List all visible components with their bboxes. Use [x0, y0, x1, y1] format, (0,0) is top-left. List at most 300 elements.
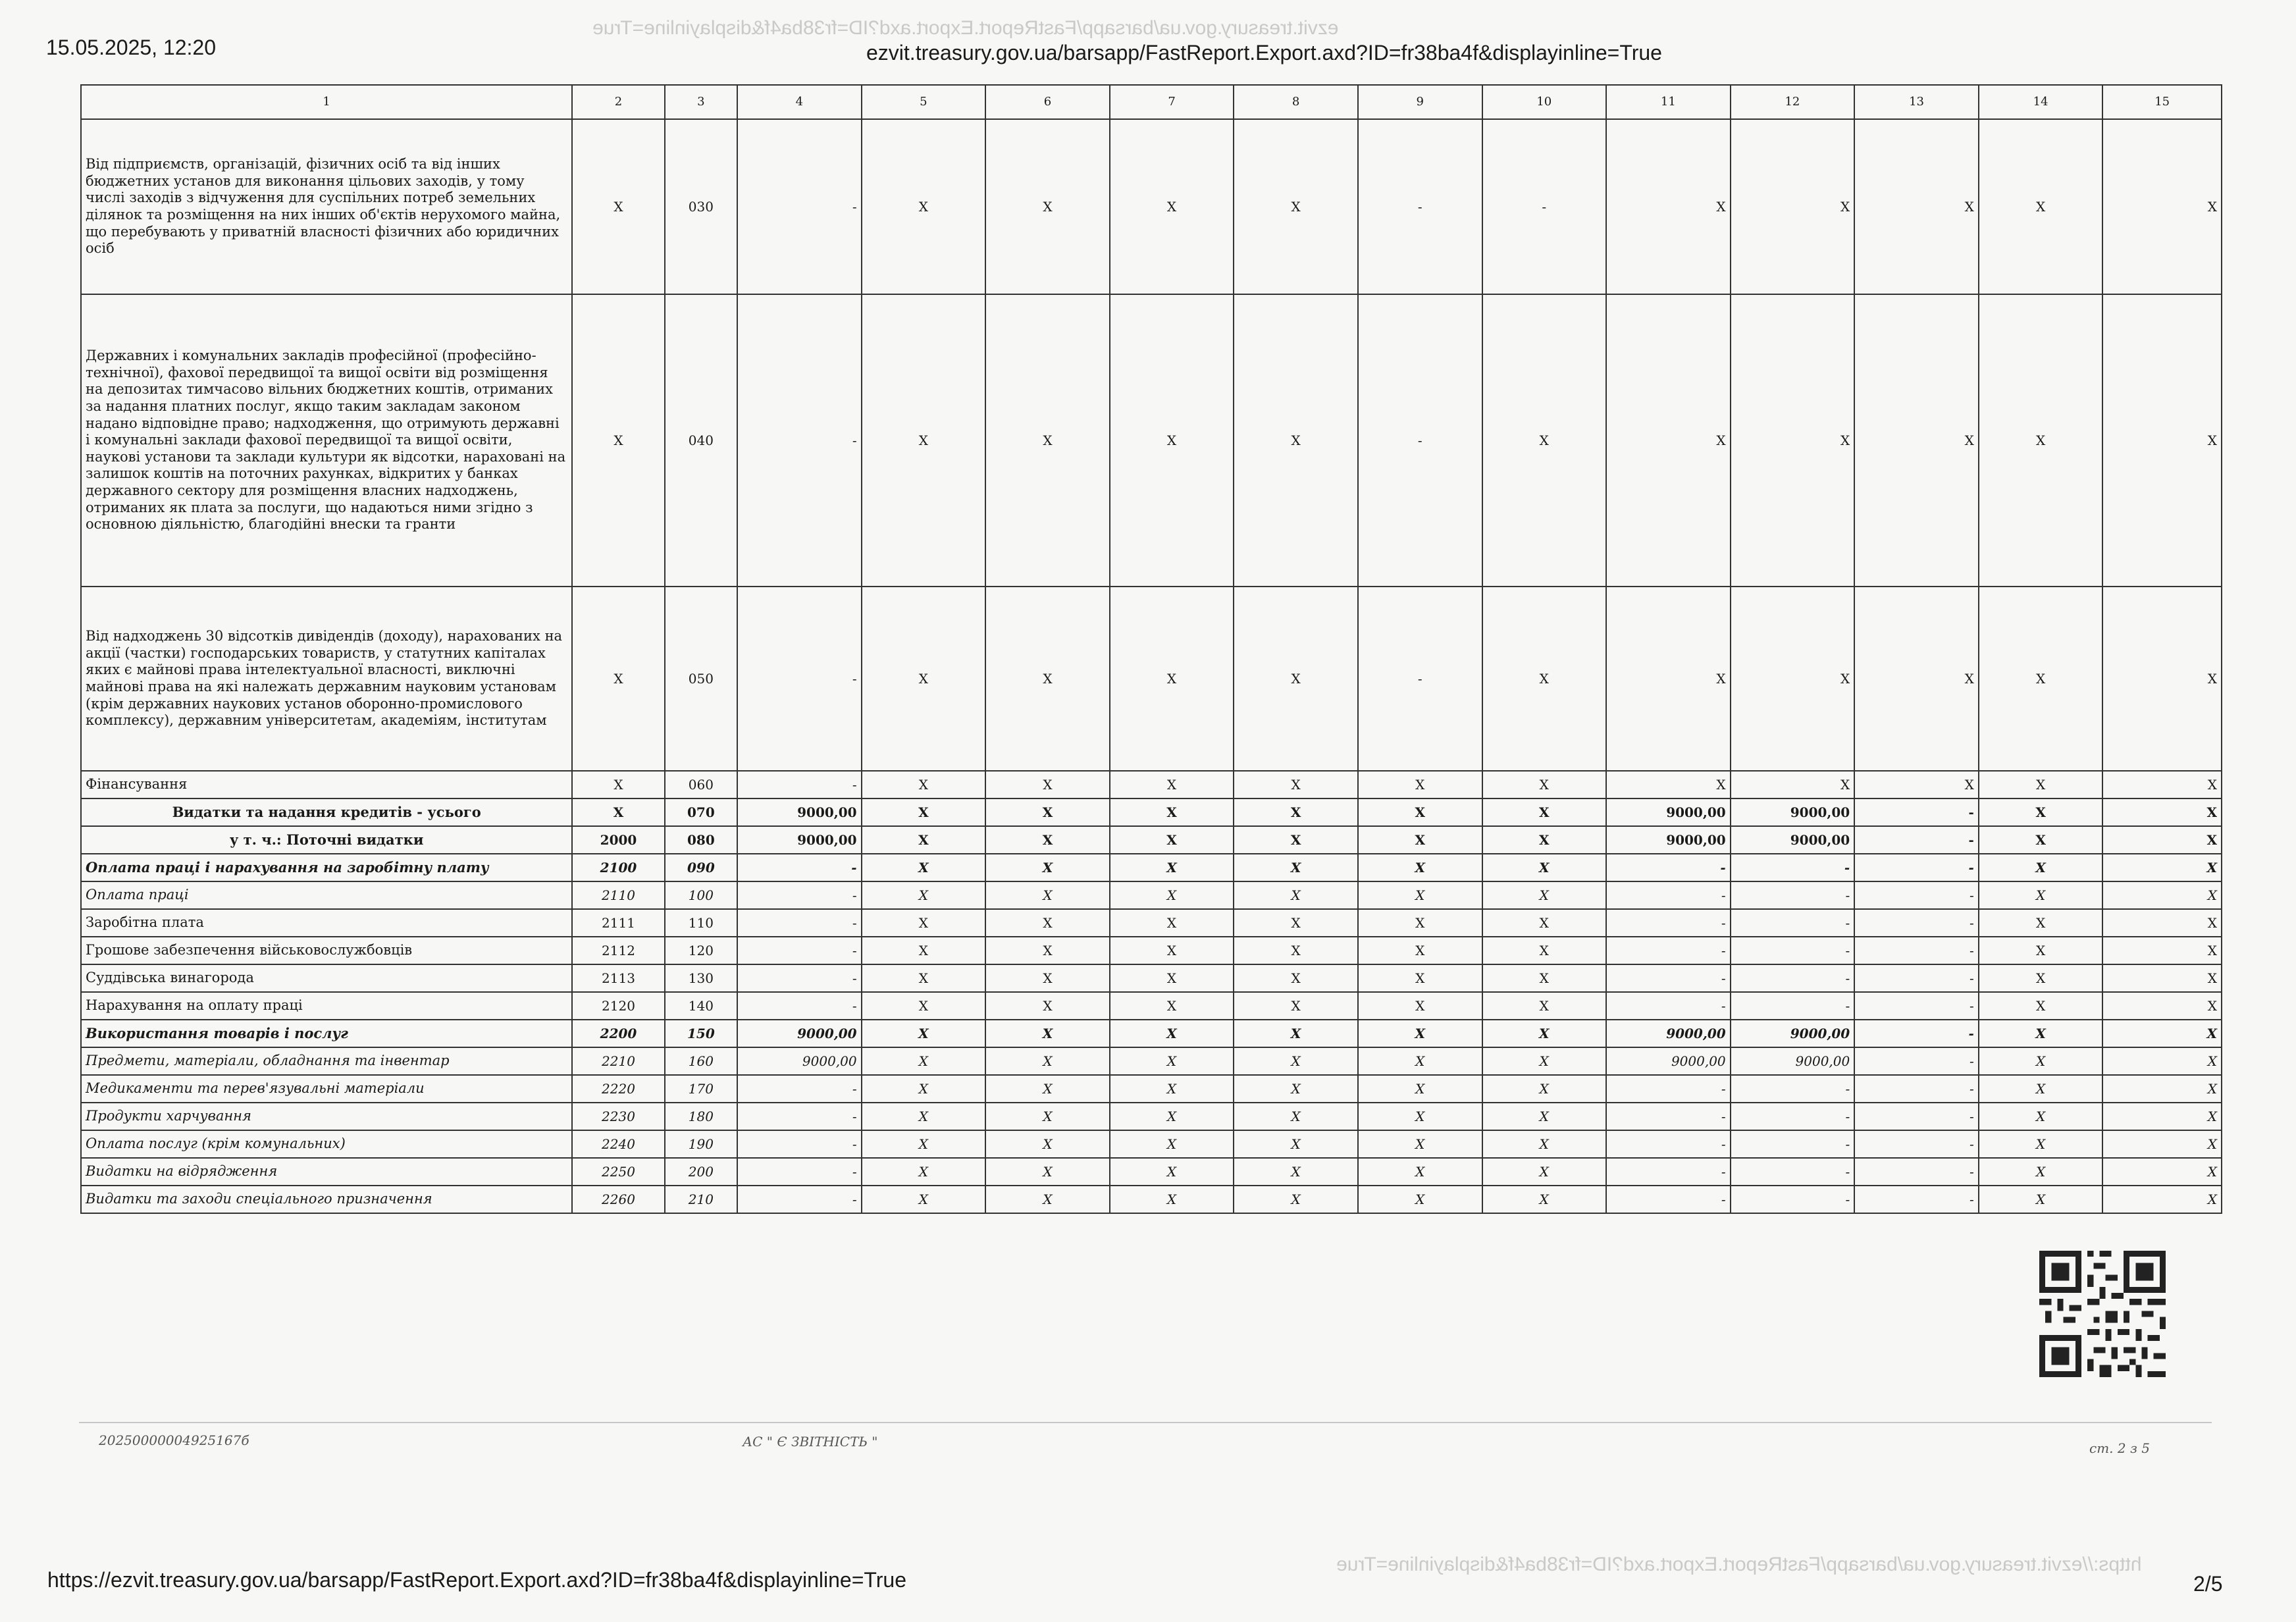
- column-number: 13: [1854, 85, 1979, 119]
- table-cell-c13: -: [1854, 1130, 1979, 1158]
- table-cell-c8: X: [1234, 909, 1358, 937]
- table-cell-c12: -: [1731, 909, 1855, 937]
- table-cell-c15: X: [2102, 909, 2222, 937]
- table-cell-c4: -: [737, 1130, 862, 1158]
- table-row: [81, 1186, 2222, 1213]
- table-cell-c4: -: [737, 909, 862, 937]
- table-cell-c6: X: [985, 964, 1110, 992]
- table-cell-c13: -: [1854, 1047, 1979, 1075]
- table-cell-c9: X: [1358, 1130, 1482, 1158]
- table-cell-line-code: 140: [665, 992, 737, 1020]
- table-cell-c11: -: [1606, 1075, 1731, 1103]
- table-row: [81, 771, 2222, 798]
- row-name-cell: Видатки та заходи спеціального призначення: [81, 1186, 572, 1213]
- table-cell-line-code: 160: [665, 1047, 737, 1075]
- column-number-row: [81, 85, 2222, 119]
- table-cell-c9: X: [1358, 1103, 1482, 1130]
- table-cell-c12: X: [1731, 119, 1855, 294]
- table-cell-budget-code: 2000: [572, 826, 664, 854]
- table-cell-c9: X: [1358, 826, 1482, 854]
- table-cell-c4: 9000,00: [737, 1020, 862, 1047]
- table-cell-c6: X: [985, 1020, 1110, 1047]
- table-cell-c10: X: [1482, 587, 1607, 771]
- table-cell-c9: -: [1358, 119, 1482, 294]
- table-cell-c5: X: [862, 1075, 986, 1103]
- table-cell-c11: -: [1606, 881, 1731, 909]
- table-cell-c10: X: [1482, 964, 1607, 992]
- table-cell-c8: X: [1234, 1075, 1358, 1103]
- table-cell-c8: X: [1234, 1020, 1358, 1047]
- footer-page-number: ст. 2 з 5: [2089, 1440, 2150, 1456]
- table-cell-c6: X: [985, 294, 1110, 587]
- table-cell-c12: X: [1731, 771, 1855, 798]
- table-cell-c9: X: [1358, 1047, 1482, 1075]
- table-cell-c13: -: [1854, 1075, 1979, 1103]
- table-cell-c13: -: [1854, 826, 1979, 854]
- row-name-cell: Державних і комунальних закладів професійної (професійно-технічної), фахової передвищої та вищої освіти від розміщення на депозитах тимчасово вільних бюджетних коштів, отриманих за надання платних послуг, якщо таким закладам законом надано відповідне право; надходження, що отримують державні і комунальні заклади фахової передвищої та вищої освіти, наукові установи та заклади культури як відсотки, нараховані на залишок коштів на поточних рахунках, відкритих у банках державного сектору для розміщення власних надходжень, отриманих як плата за послуги, що надаються ними згідно з основною діяльністю, благодійні внески та гранти: [81, 294, 572, 587]
- table-cell-c10: X: [1482, 294, 1607, 587]
- table-row: [81, 1103, 2222, 1130]
- table-cell-c11: -: [1606, 1186, 1731, 1213]
- table-cell-c14: X: [1979, 1075, 2103, 1103]
- table-cell-c9: X: [1358, 881, 1482, 909]
- table-cell-c11: -: [1606, 937, 1731, 964]
- table-cell-c14: X: [1979, 992, 2103, 1020]
- table-cell-c10: -: [1482, 119, 1607, 294]
- table-cell-c8: X: [1234, 854, 1358, 881]
- table-cell-line-code: 060: [665, 771, 737, 798]
- table-cell-c9: X: [1358, 1075, 1482, 1103]
- table-cell-c11: 9000,00: [1606, 826, 1731, 854]
- table-cell-c4: -: [737, 854, 862, 881]
- table-cell-c11: -: [1606, 1158, 1731, 1186]
- table-cell-c4: -: [737, 1075, 862, 1103]
- table-cell-c10: X: [1482, 798, 1607, 826]
- table-cell-c15: X: [2102, 587, 2222, 771]
- table-row: [81, 1130, 2222, 1158]
- table-cell-c15: X: [2102, 1130, 2222, 1158]
- table-cell-c9: X: [1358, 964, 1482, 992]
- table-cell-c13: -: [1854, 881, 1979, 909]
- table-cell-c11: 9000,00: [1606, 798, 1731, 826]
- table-cell-c5: X: [862, 881, 986, 909]
- table-cell-c14: X: [1979, 937, 2103, 964]
- table-cell-line-code: 130: [665, 964, 737, 992]
- row-name-cell: Суддівська винагорода: [81, 964, 572, 992]
- row-name-cell: Фінансування: [81, 771, 572, 798]
- column-number: 5: [862, 85, 986, 119]
- table-cell-c13: -: [1854, 1158, 1979, 1186]
- table-cell-c13: X: [1854, 771, 1979, 798]
- table-row: [81, 992, 2222, 1020]
- table-cell-c15: X: [2102, 1158, 2222, 1186]
- table-cell-c7: X: [1110, 1103, 1234, 1130]
- table-row: [81, 826, 2222, 854]
- table-cell-c12: 9000,00: [1731, 1020, 1855, 1047]
- table-cell-c12: -: [1731, 881, 1855, 909]
- table-cell-c8: X: [1234, 1186, 1358, 1213]
- table-cell-c7: X: [1110, 1047, 1234, 1075]
- table-cell-c11: -: [1606, 1130, 1731, 1158]
- table-cell-c10: X: [1482, 771, 1607, 798]
- table-cell-c7: X: [1110, 909, 1234, 937]
- table-cell-c13: -: [1854, 854, 1979, 881]
- table-cell-budget-code: 2240: [572, 1130, 664, 1158]
- bleed-through-text-top: ezvit.treasury.gov.ua/barsapp/FastReport.Export.axd?ID=fr38ba4f&displayinline=True: [592, 17, 1339, 39]
- table-cell-c7: X: [1110, 826, 1234, 854]
- table-cell-c7: X: [1110, 1020, 1234, 1047]
- table-cell-c4: 9000,00: [737, 1047, 862, 1075]
- table-cell-c15: X: [2102, 1047, 2222, 1075]
- table-cell-c8: X: [1234, 1130, 1358, 1158]
- table-row: [81, 1020, 2222, 1047]
- row-name-cell: Оплата праці і нарахування на заробітну плату: [81, 854, 572, 881]
- table-row: [81, 1075, 2222, 1103]
- table-cell-c10: X: [1482, 1103, 1607, 1130]
- table-cell-line-code: 170: [665, 1075, 737, 1103]
- row-name-cell: Використання товарів і послуг: [81, 1020, 572, 1047]
- table-cell-c9: X: [1358, 1158, 1482, 1186]
- table-cell-c14: X: [1979, 854, 2103, 881]
- table-cell-line-code: 190: [665, 1130, 737, 1158]
- table-cell-c15: X: [2102, 826, 2222, 854]
- column-number: 10: [1482, 85, 1607, 119]
- table-cell-c14: X: [1979, 587, 2103, 771]
- table-cell-c11: X: [1606, 587, 1731, 771]
- table-cell-budget-code: 2200: [572, 1020, 664, 1047]
- table-cell-c10: X: [1482, 854, 1607, 881]
- table-cell-c7: X: [1110, 854, 1234, 881]
- table-cell-c4: -: [737, 964, 862, 992]
- qr-code: [2039, 1251, 2166, 1377]
- table-cell-c6: X: [985, 1047, 1110, 1075]
- table-cell-c15: X: [2102, 964, 2222, 992]
- table-cell-c5: X: [862, 771, 986, 798]
- table-cell-line-code: 210: [665, 1186, 737, 1213]
- table-cell-c14: X: [1979, 909, 2103, 937]
- table-cell-c4: 9000,00: [737, 798, 862, 826]
- table-cell-c9: -: [1358, 587, 1482, 771]
- table-cell-c9: X: [1358, 937, 1482, 964]
- table-cell-c14: X: [1979, 826, 2103, 854]
- table-cell-c8: X: [1234, 992, 1358, 1020]
- table-cell-budget-code: 2220: [572, 1075, 664, 1103]
- table-cell-c12: -: [1731, 1158, 1855, 1186]
- table-cell-c15: X: [2102, 1020, 2222, 1047]
- table-cell-c8: X: [1234, 937, 1358, 964]
- table-cell-c5: X: [862, 826, 986, 854]
- table-cell-c5: X: [862, 854, 986, 881]
- table-cell-c5: X: [862, 909, 986, 937]
- table-cell-c6: X: [985, 798, 1110, 826]
- table-cell-c5: X: [862, 937, 986, 964]
- table-cell-c5: X: [862, 1130, 986, 1158]
- table-cell-c9: X: [1358, 854, 1482, 881]
- table-cell-c7: X: [1110, 1158, 1234, 1186]
- table-cell-c9: X: [1358, 1020, 1482, 1047]
- column-number: 4: [737, 85, 862, 119]
- bleed-through-text-bottom: https://ezvit.treasury.gov.ua/barsapp/FastReport.Export.axd?ID=fr38ba4f&displayinline=True: [1336, 1554, 2142, 1575]
- table-cell-budget-code: 2111: [572, 909, 664, 937]
- column-number: 7: [1110, 85, 1234, 119]
- table-cell-c6: X: [985, 909, 1110, 937]
- table-cell-c13: X: [1854, 294, 1979, 587]
- table-cell-c6: X: [985, 992, 1110, 1020]
- table-cell-c11: 9000,00: [1606, 1047, 1731, 1075]
- table-cell-c4: 9000,00: [737, 826, 862, 854]
- table-cell-c11: X: [1606, 119, 1731, 294]
- table-cell-c15: X: [2102, 798, 2222, 826]
- table-cell-c6: X: [985, 826, 1110, 854]
- table-cell-c13: -: [1854, 1020, 1979, 1047]
- table-cell-c12: -: [1731, 1075, 1855, 1103]
- table-cell-c14: X: [1979, 119, 2103, 294]
- table-cell-c12: -: [1731, 1130, 1855, 1158]
- table-cell-c9: -: [1358, 294, 1482, 587]
- table-cell-c11: -: [1606, 964, 1731, 992]
- table-cell-budget-code: 2230: [572, 1103, 664, 1130]
- column-number: 14: [1979, 85, 2103, 119]
- table-cell-line-code: 040: [665, 294, 737, 587]
- table-cell-c4: -: [737, 937, 862, 964]
- table-cell-c7: X: [1110, 798, 1234, 826]
- table-row: [81, 798, 2222, 826]
- table-cell-c5: X: [862, 1103, 986, 1130]
- table-cell-c15: X: [2102, 119, 2222, 294]
- table-cell-c8: X: [1234, 1103, 1358, 1130]
- table-cell-c10: X: [1482, 826, 1607, 854]
- table-row: [81, 1047, 2222, 1075]
- row-name-cell: Оплата послуг (крім комунальних): [81, 1130, 572, 1158]
- report-table-body: [81, 85, 2222, 1213]
- table-cell-budget-code: 2110: [572, 881, 664, 909]
- table-cell-c4: -: [737, 992, 862, 1020]
- column-number: 9: [1358, 85, 1482, 119]
- table-cell-budget-code: 2100: [572, 854, 664, 881]
- table-cell-c12: X: [1731, 587, 1855, 771]
- table-cell-c10: X: [1482, 992, 1607, 1020]
- row-name-cell: Від підприємств, організацій, фізичних осіб та від інших бюджетних установ для виконання цільових заходів, у тому числі заходів з відчуження для суспільних потреб земельних ділянок та розміщення на них інших об'єктів нерухомого майна, що перебувають у приватній власності фізичних або юридичних осіб: [81, 119, 572, 294]
- row-name-cell: Нарахування на оплату праці: [81, 992, 572, 1020]
- table-cell-c11: -: [1606, 1103, 1731, 1130]
- table-cell-line-code: 120: [665, 937, 737, 964]
- table-cell-c7: X: [1110, 937, 1234, 964]
- table-cell-c6: X: [985, 119, 1110, 294]
- table-cell-line-code: 050: [665, 587, 737, 771]
- print-header-url: ezvit.treasury.gov.ua/barsapp/FastReport.Export.axd?ID=fr38ba4f&displayinline=True: [866, 41, 1662, 65]
- table-cell-c13: -: [1854, 1186, 1979, 1213]
- table-cell-c14: X: [1979, 1186, 2103, 1213]
- table-cell-c14: X: [1979, 1130, 2103, 1158]
- row-name-cell: Грошове забезпечення військовослужбовців: [81, 937, 572, 964]
- table-cell-c10: X: [1482, 881, 1607, 909]
- table-cell-budget-code: X: [572, 798, 664, 826]
- table-cell-c11: -: [1606, 992, 1731, 1020]
- table-cell-c7: X: [1110, 771, 1234, 798]
- table-cell-c5: X: [862, 119, 986, 294]
- table-cell-c15: X: [2102, 1103, 2222, 1130]
- table-cell-c5: X: [862, 964, 986, 992]
- table-cell-budget-code: X: [572, 587, 664, 771]
- column-number: 11: [1606, 85, 1731, 119]
- table-cell-c11: X: [1606, 771, 1731, 798]
- table-cell-c7: X: [1110, 1075, 1234, 1103]
- table-cell-c12: 9000,00: [1731, 798, 1855, 826]
- table-cell-c4: -: [737, 119, 862, 294]
- table-cell-c11: -: [1606, 854, 1731, 881]
- table-cell-c11: X: [1606, 294, 1731, 587]
- table-row: [81, 294, 2222, 587]
- table-cell-c12: 9000,00: [1731, 1047, 1855, 1075]
- row-name-cell: Продукти харчування: [81, 1103, 572, 1130]
- table-cell-budget-code: X: [572, 771, 664, 798]
- table-cell-c5: X: [862, 1020, 986, 1047]
- table-row: [81, 1158, 2222, 1186]
- table-row: [81, 909, 2222, 937]
- table-cell-c7: X: [1110, 119, 1234, 294]
- table-cell-budget-code: X: [572, 119, 664, 294]
- table-cell-budget-code: 2250: [572, 1158, 664, 1186]
- table-cell-c12: -: [1731, 992, 1855, 1020]
- footer-document-code: 20250000004925167б: [99, 1432, 249, 1448]
- table-cell-c5: X: [862, 587, 986, 771]
- table-cell-c6: X: [985, 587, 1110, 771]
- table-cell-c5: X: [862, 294, 986, 587]
- table-cell-c15: X: [2102, 992, 2222, 1020]
- table-cell-c6: X: [985, 1186, 1110, 1213]
- table-cell-c5: X: [862, 992, 986, 1020]
- row-name-cell: Предмети, матеріали, обладнання та інвентар: [81, 1047, 572, 1075]
- table-cell-c7: X: [1110, 881, 1234, 909]
- table-cell-c6: X: [985, 854, 1110, 881]
- table-cell-c4: -: [737, 587, 862, 771]
- table-cell-c14: X: [1979, 1047, 2103, 1075]
- table-cell-c12: -: [1731, 1186, 1855, 1213]
- table-cell-c4: -: [737, 771, 862, 798]
- table-cell-c14: X: [1979, 881, 2103, 909]
- print-page-counter: 2/5: [2193, 1572, 2223, 1596]
- print-datetime: 15.05.2025, 12:20: [46, 36, 217, 59]
- table-cell-line-code: 030: [665, 119, 737, 294]
- table-cell-c10: X: [1482, 1075, 1607, 1103]
- table-cell-c12: -: [1731, 964, 1855, 992]
- column-number: 8: [1234, 85, 1358, 119]
- table-cell-c6: X: [985, 1130, 1110, 1158]
- table-cell-c7: X: [1110, 964, 1234, 992]
- table-cell-c10: X: [1482, 909, 1607, 937]
- table-cell-c8: X: [1234, 587, 1358, 771]
- row-name-cell: Видатки на відрядження: [81, 1158, 572, 1186]
- table-cell-c12: 9000,00: [1731, 826, 1855, 854]
- row-name-cell: Оплата праці: [81, 881, 572, 909]
- column-number: 12: [1731, 85, 1855, 119]
- column-number: 1: [81, 85, 572, 119]
- table-cell-c12: -: [1731, 854, 1855, 881]
- table-cell-line-code: 110: [665, 909, 737, 937]
- table-cell-c6: X: [985, 937, 1110, 964]
- column-number: 3: [665, 85, 737, 119]
- table-cell-c7: X: [1110, 992, 1234, 1020]
- table-row: [81, 937, 2222, 964]
- table-cell-c12: -: [1731, 937, 1855, 964]
- table-cell-c9: X: [1358, 1186, 1482, 1213]
- table-cell-budget-code: 2112: [572, 937, 664, 964]
- table-cell-c8: X: [1234, 294, 1358, 587]
- column-number: 15: [2102, 85, 2222, 119]
- table-cell-c4: -: [737, 1103, 862, 1130]
- table-cell-c14: X: [1979, 798, 2103, 826]
- column-number: 2: [572, 85, 664, 119]
- table-cell-c9: X: [1358, 798, 1482, 826]
- table-cell-budget-code: X: [572, 294, 664, 587]
- table-cell-line-code: 090: [665, 854, 737, 881]
- table-row: [81, 119, 2222, 294]
- expenditure-report-table: [80, 84, 2222, 1214]
- table-row: [81, 587, 2222, 771]
- table-cell-c8: X: [1234, 798, 1358, 826]
- table-cell-budget-code: 2113: [572, 964, 664, 992]
- table-cell-c6: X: [985, 881, 1110, 909]
- table-cell-c6: X: [985, 771, 1110, 798]
- table-cell-c4: -: [737, 294, 862, 587]
- table-cell-c14: X: [1979, 1020, 2103, 1047]
- row-name-cell: у т. ч.: Поточні видатки: [81, 826, 572, 854]
- table-cell-c14: X: [1979, 1158, 2103, 1186]
- table-cell-c10: X: [1482, 937, 1607, 964]
- table-cell-c13: -: [1854, 937, 1979, 964]
- table-cell-c10: X: [1482, 1047, 1607, 1075]
- table-cell-c5: X: [862, 1047, 986, 1075]
- table-cell-c15: X: [2102, 1075, 2222, 1103]
- table-cell-c10: X: [1482, 1186, 1607, 1213]
- table-cell-c13: -: [1854, 798, 1979, 826]
- table-cell-c11: 9000,00: [1606, 1020, 1731, 1047]
- table-cell-c11: -: [1606, 909, 1731, 937]
- table-cell-c14: X: [1979, 964, 2103, 992]
- table-cell-c8: X: [1234, 1047, 1358, 1075]
- table-row: [81, 854, 2222, 881]
- table-cell-c13: -: [1854, 992, 1979, 1020]
- table-cell-c15: X: [2102, 294, 2222, 587]
- table-cell-c8: X: [1234, 119, 1358, 294]
- table-row: [81, 881, 2222, 909]
- table-cell-c10: X: [1482, 1020, 1607, 1047]
- row-name-cell: Заробітна плата: [81, 909, 572, 937]
- table-cell-line-code: 150: [665, 1020, 737, 1047]
- table-cell-c4: -: [737, 1158, 862, 1186]
- table-cell-c13: -: [1854, 909, 1979, 937]
- table-cell-c14: X: [1979, 294, 2103, 587]
- table-cell-c7: X: [1110, 294, 1234, 587]
- table-cell-line-code: 200: [665, 1158, 737, 1186]
- table-cell-c7: X: [1110, 587, 1234, 771]
- table-cell-c13: X: [1854, 119, 1979, 294]
- table-cell-c15: X: [2102, 937, 2222, 964]
- table-cell-c8: X: [1234, 1158, 1358, 1186]
- table-cell-c4: -: [737, 1186, 862, 1213]
- table-cell-c10: X: [1482, 1130, 1607, 1158]
- table-cell-c7: X: [1110, 1130, 1234, 1158]
- table-cell-line-code: 100: [665, 881, 737, 909]
- table-cell-budget-code: 2260: [572, 1186, 664, 1213]
- table-cell-c7: X: [1110, 1186, 1234, 1213]
- print-footer-url: https://ezvit.treasury.gov.ua/barsapp/FastReport.Export.axd?ID=fr38ba4f&displayinline=True: [47, 1568, 906, 1592]
- table-cell-c15: X: [2102, 854, 2222, 881]
- table-cell-c12: X: [1731, 294, 1855, 587]
- table-cell-c14: X: [1979, 1103, 2103, 1130]
- table-cell-c10: X: [1482, 1158, 1607, 1186]
- table-cell-c8: X: [1234, 771, 1358, 798]
